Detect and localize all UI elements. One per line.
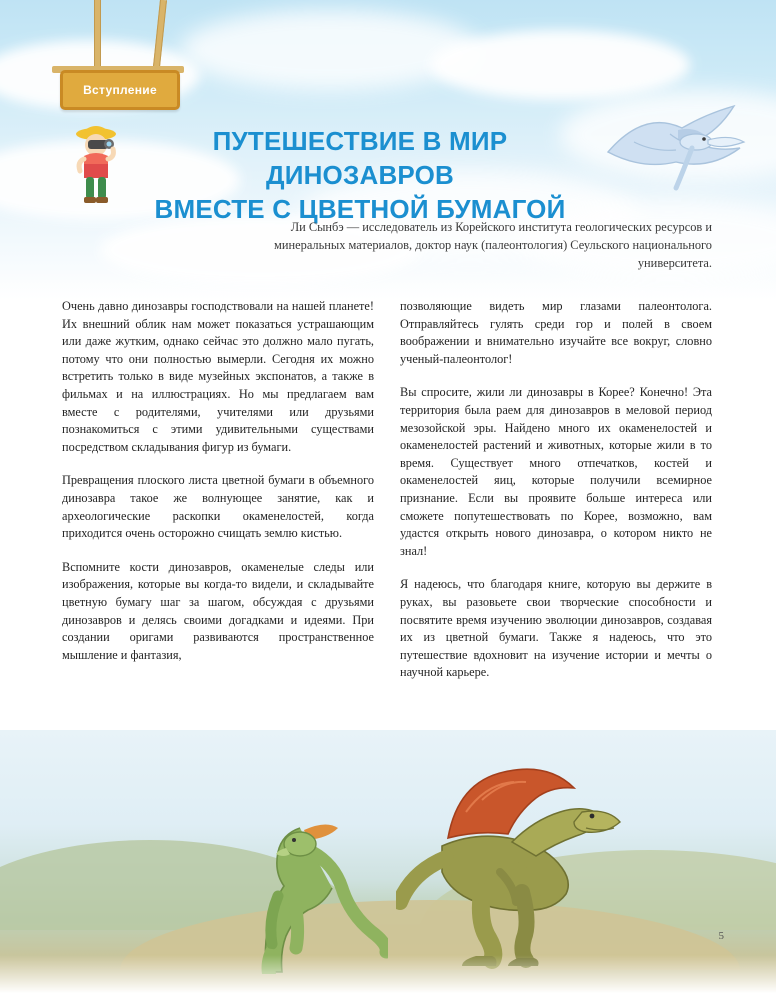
page-title-line1: ПУТЕШЕСТВИЕ В МИР ДИНОЗАВРОВ — [212, 126, 508, 190]
page-title — [150, 124, 570, 226]
body-column-left — [62, 298, 374, 680]
page-number: 5 — [718, 930, 724, 942]
body-column-right — [400, 298, 712, 698]
paragraph: позволяющие видеть мир глазами палеонтолога. Отправляйтесь гулять среди гор и полей в своем воображении и внимательно изучайте все вокруг, словно ученый-палеонтолог! — [400, 299, 712, 366]
paragraph: Я надеюсь, что благодаря книге, которую вы держите в руках, вы разовьете свои творческие способности и посвятите время изучению эволюции динозавров, создавая их из цветной бумаги. Также я надеюсь, что это путешествие вдохновит на изучение истории и мечты о научной карьере. — [400, 577, 712, 680]
sign-rope-left — [94, 0, 101, 72]
cloud-shape — [430, 30, 690, 100]
section-sign — [60, 70, 180, 110]
author-note: Ли Сынбэ — исследователь из Корейского института геологических ресурсов и минеральных материалов, доктор наук (палеонтология) Сеульского национального университета. — [274, 220, 712, 270]
paragraph: Вспомните кости динозавров, окаменелые следы или изображения, которые вы когда-то видели, и складывайте цветную бумагу шаг за шагом, обсуждая с друзьями динозавров и делясь своими догадками и идеями. При создании оригами развиваются пространственное мышление и фантазия, — [62, 559, 374, 662]
bottom-fade — [0, 955, 776, 1000]
paragraph: Вы спросите, жили ли динозавры в Корее? Конечно! Эта территория была раем для динозавров в меловой период мезозойской эры. Найдено много их окаменелостей и окаменелостей растений и животных, которые жили в то время. Существует много отпечатков, костей и окаменелостей яиц, которые получили всемирное признание. Если вы проявите больше интереса или сможете попутешествовать по Корее, возможно, вам удастся открыть нового динозавра, о котором никто не знал! — [400, 385, 712, 558]
paragraph: Очень давно динозавры господствовали на нашей планете! Их внешний облик нам может показаться устрашающим или даже жутким, однако сейчас это должно мало пугать, потому что они полностью вымерли. Сегодня их можно встретить только в виде музейных экспонатов, а также в фильмах и на иллюстрациях. Но мы предлагаем вам вместе с родителями, учителями или друзьями познакомиться с этими удивительными существами посредством складывания фигур из бумаги. — [62, 299, 374, 454]
page-title-line2: ВМЕСТЕ С ЦВЕТНОЙ БУМАГОЙ — [154, 194, 566, 224]
pterosaur-illustration — [600, 98, 760, 208]
section-sign-label: Вступление — [83, 83, 157, 97]
spinosaurus-illustration — [396, 742, 626, 972]
cloud-shape — [180, 10, 480, 90]
boy-with-binoculars-illustration — [62, 118, 142, 210]
paragraph: Превращения плоского листа цветной бумаги в объемного динозавра такое же волнующее занятие, как и археологические раскопки окаменелостей, когда приходится очень осторожно счищать землю кистью. — [62, 473, 374, 541]
